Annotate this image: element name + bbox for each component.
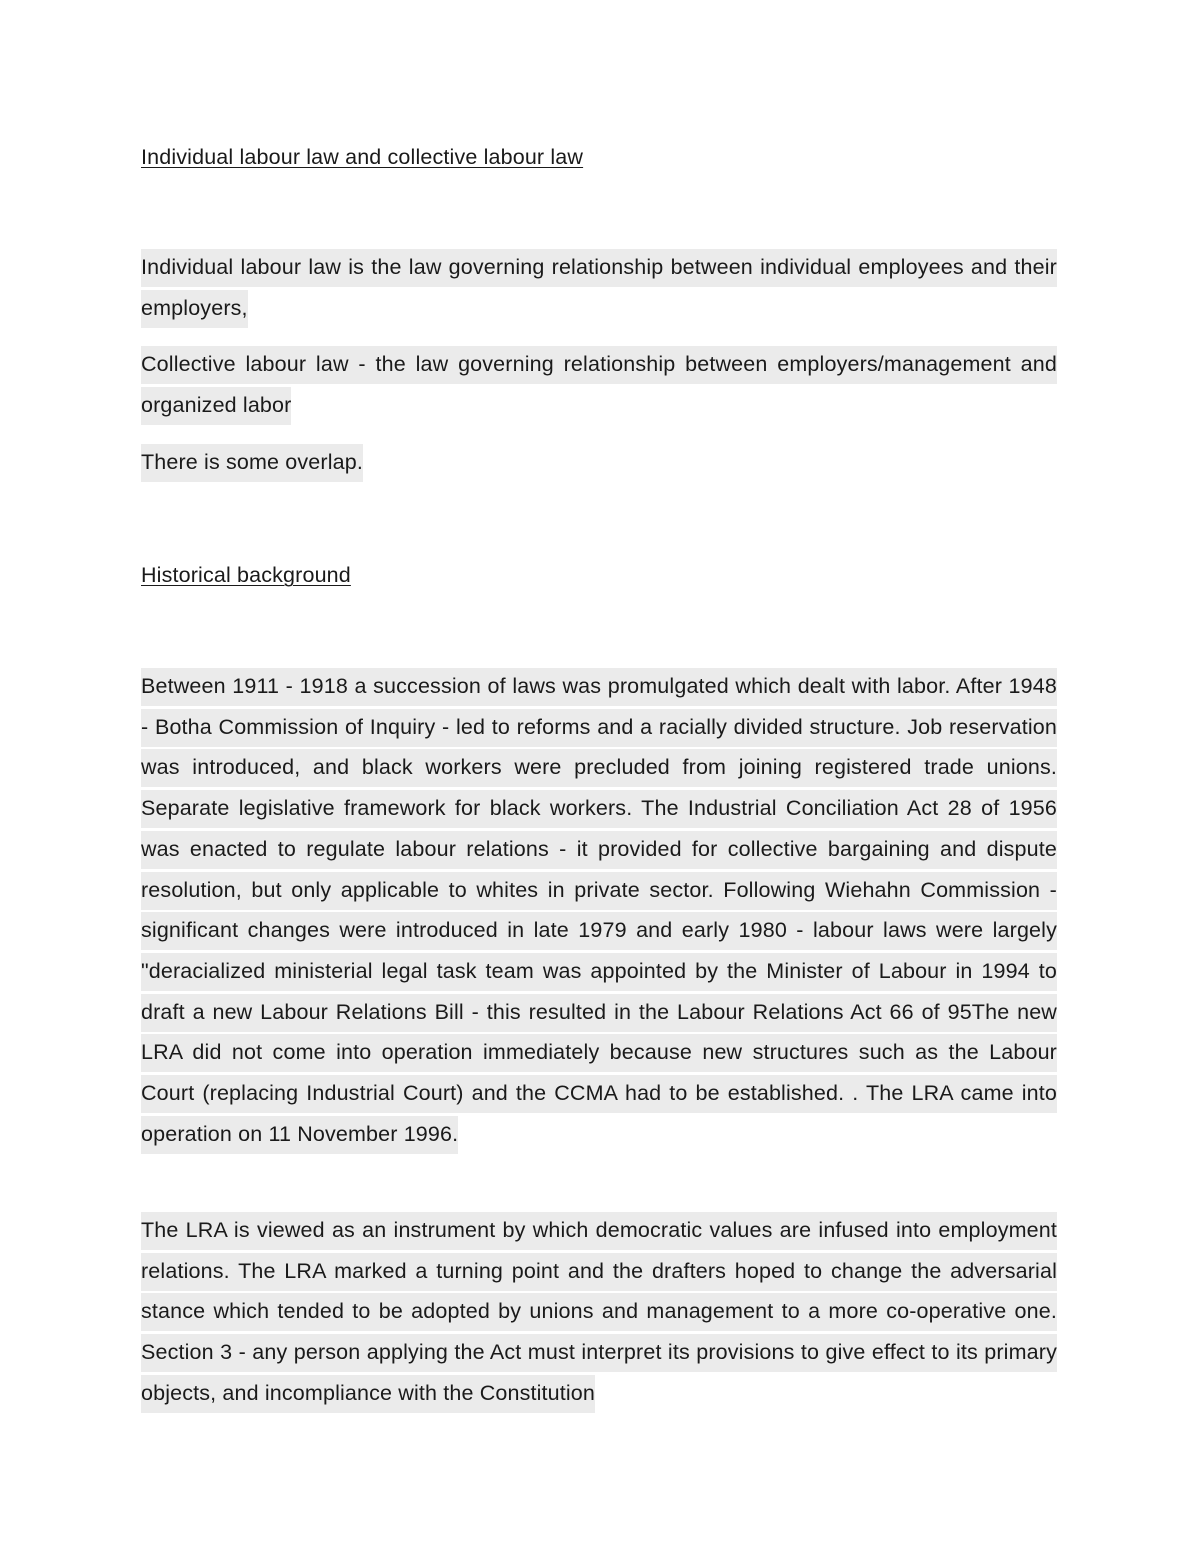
paragraph-individual-labour-law <box>141 247 1057 328</box>
paragraph-text: There is some overlap. <box>141 444 363 482</box>
paragraph-text: Collective labour law - the law governing relationship between employers/management and organized labor <box>141 346 1057 425</box>
paragraph-lra-democratic-values <box>141 1210 1057 1414</box>
paragraph-overlap <box>141 442 1057 483</box>
heading-historical-background: Historical background <box>141 563 351 587</box>
paragraph-text: Between 1911 - 1918 a succession of laws was promulgated which dealt with labor. After 1948 - Botha Commission of Inquiry - led to reforms and a racially divided structure. Job reservation was introduced, and black workers were precluded from joining registered trade unions. Separate legislative framework for black workers. The Industrial Conciliation Act 28 of 1956 was enacted to regulate labour relations - it provided for collective bargaining and dispute resolution, but only applicable to whites in private sector. Following Wiehahn Commission - significant changes were introduced in late 1979 and early 1980 - labour laws were largely "deracialized ministerial legal task team was appointed by the Minister of Labour in 1994 to draft a new Labour Relations Bill - this resulted in the Labour Relations Act 66 of 95The new LRA did not come into operation immediately because new structures such as the Labour Court (replacing Industrial Court) and the CCMA had to be established. . The LRA came into operation on 11 November 1996. <box>141 668 1057 1154</box>
paragraph-text: The LRA is viewed as an instrument by which democratic values are infused into employment relations. The LRA marked a turning point and the drafters hoped to change the adversarial stance which tended to be adopted by unions and management to a more co-operative one. Section 3 - any person applying the Act must interpret its provisions to give effect to its primary objects, and incompliance with the Constitution <box>141 1212 1057 1413</box>
heading-individual-collective-labour-law: Individual labour law and collective labour law <box>141 145 584 169</box>
paragraph-collective-labour-law <box>141 344 1057 425</box>
paragraph-history <box>141 666 1057 1154</box>
paragraph-text: Individual labour law is the law governing relationship between individual employees and their employers, <box>141 249 1057 328</box>
